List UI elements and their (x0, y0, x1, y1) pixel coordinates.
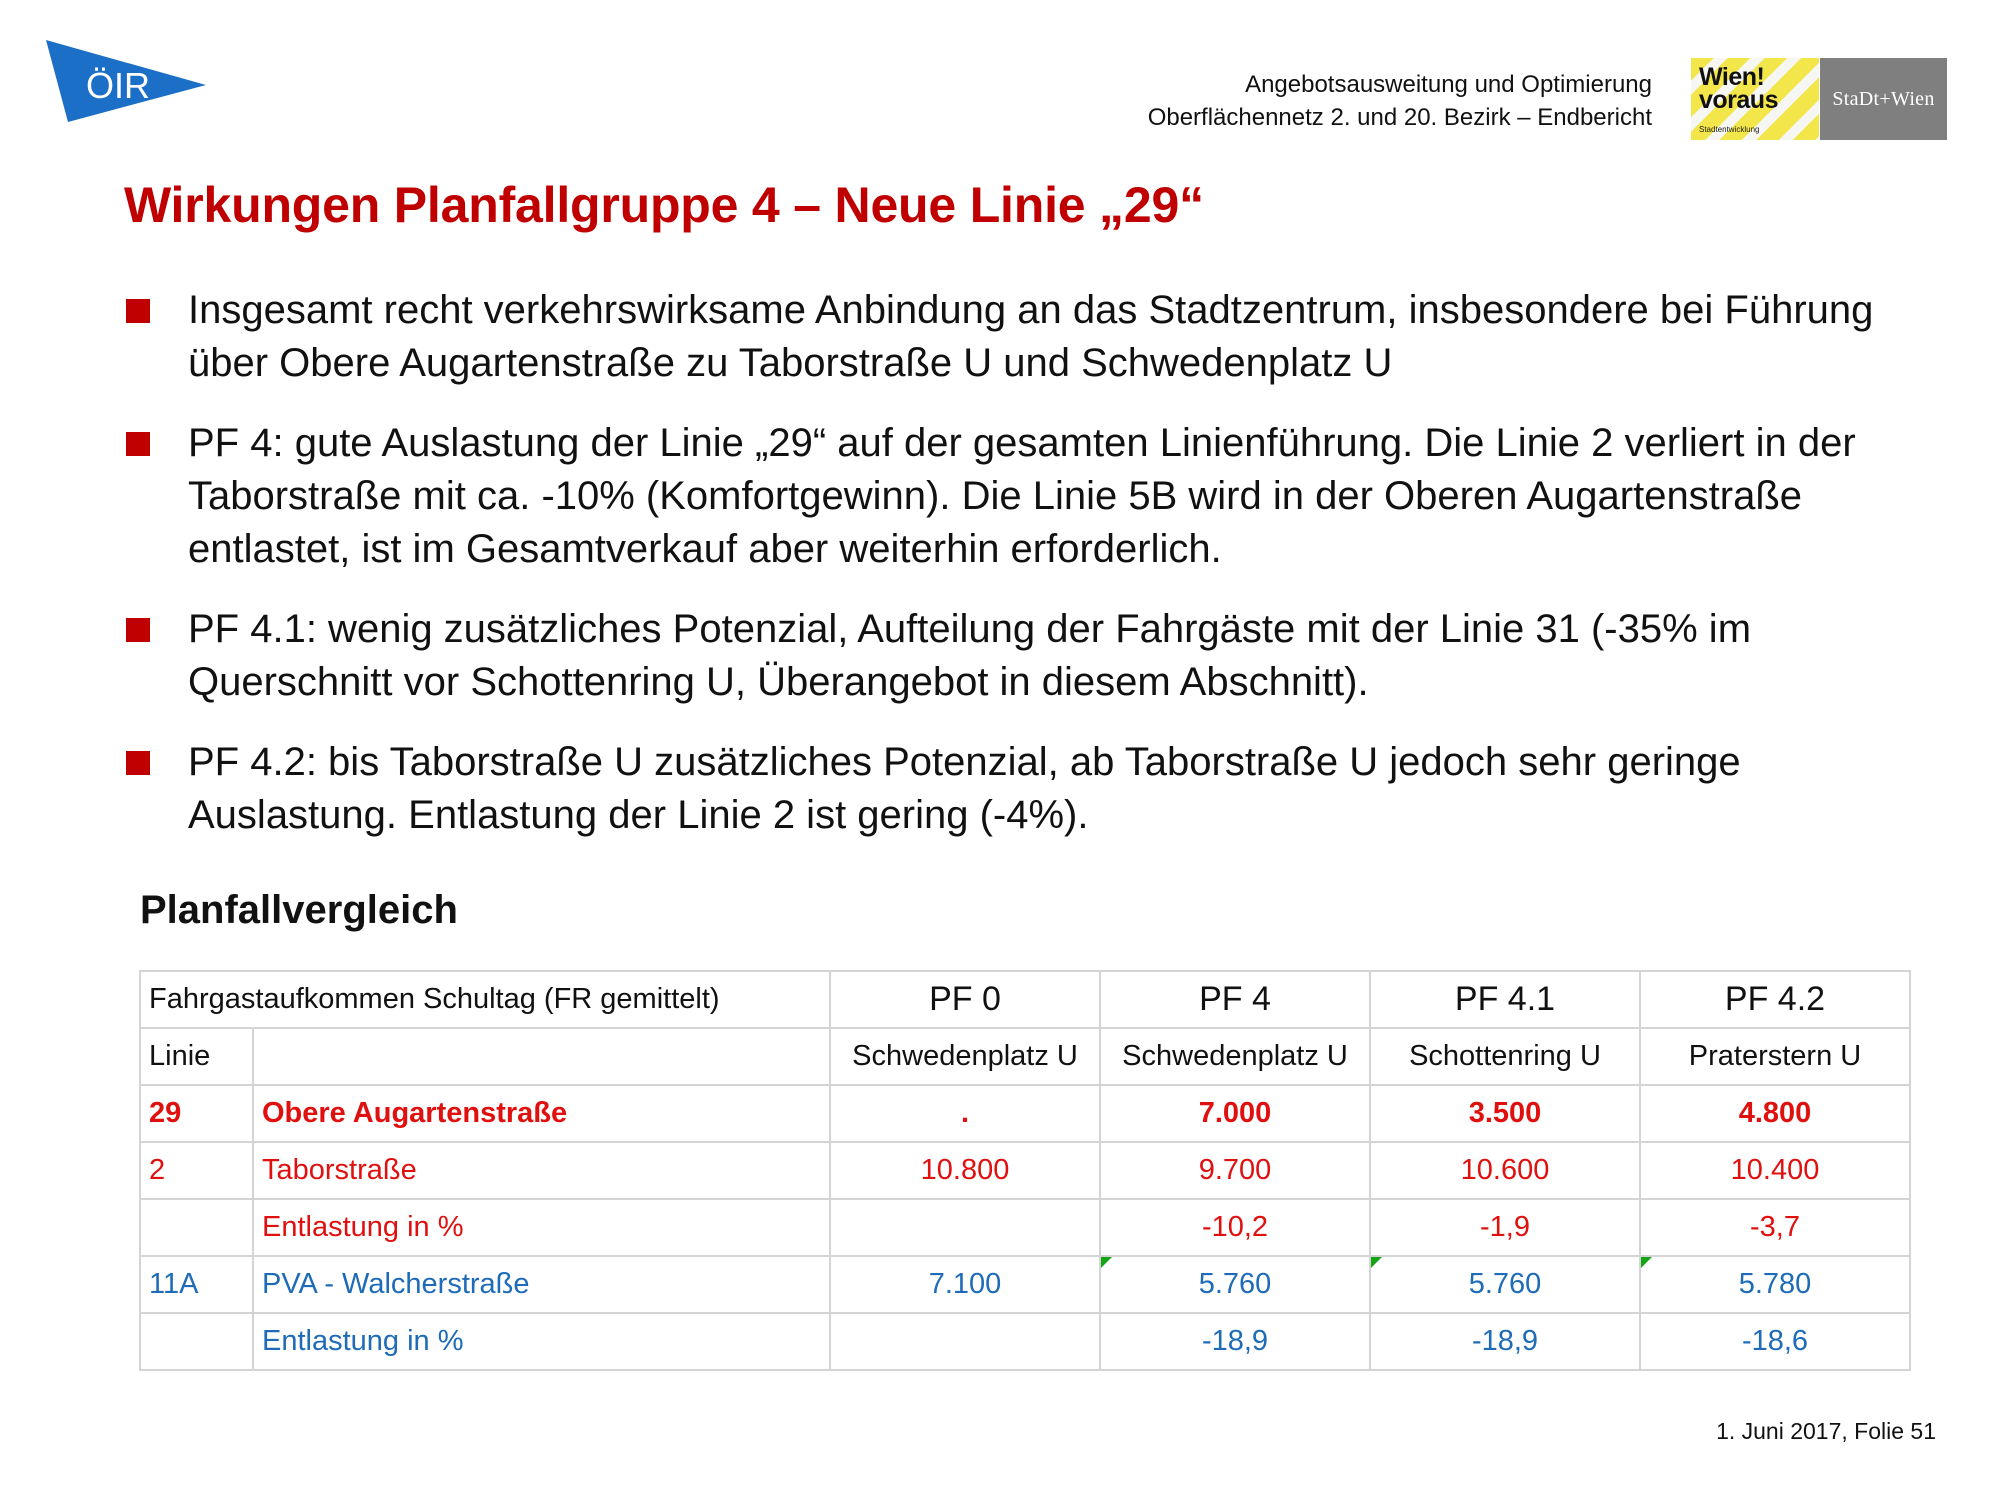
bullet-text: PF 4: gute Auslastung der Linie „29“ auf der gesamten Linienführung. Die Linie 2 verliert in der Taborstraße mit ca. -10% (Komfortgewinn). Die Linie 5B wird in der Oberen Augartenstraße entlastet, ist im Gesamtverkauf aber weiterhin erforderlich. (188, 421, 1856, 571)
value-cell: . (830, 1085, 1100, 1142)
table-row (140, 1142, 1910, 1199)
line-name: Entlastung in % (253, 1313, 830, 1370)
table-header-row (140, 971, 1910, 1028)
bullet-item (124, 417, 1904, 576)
value-cell: 9.700 (1100, 1142, 1370, 1199)
report-header (1148, 68, 1652, 134)
value-text: 5.780 (1738, 1268, 1812, 1300)
value-cell (830, 1313, 1100, 1370)
bullet-square-icon (126, 618, 150, 642)
bullet-item (124, 284, 1904, 390)
value-cell: -18,9 (1370, 1313, 1640, 1370)
value-text: 5.760 (1198, 1268, 1272, 1300)
value-cell: 10.800 (830, 1142, 1100, 1199)
table-row (140, 1313, 1910, 1370)
endpoint-cell: Schwedenplatz U (1100, 1028, 1370, 1085)
oir-logo-text: ÖIR (86, 65, 151, 106)
table-row (140, 1085, 1910, 1142)
bullet-text: PF 4.1: wenig zusätzliches Potenzial, Aufteilung der Fahrgäste mit der Linie 31 (-35% im Querschnitt vor Schottenring U, Überangebot in diesem Abschnitt). (188, 607, 1752, 704)
linie-header: Linie (140, 1028, 253, 1085)
line-name: Entlastung in % (253, 1199, 830, 1256)
bullet-text: Insgesamt recht verkehrswirksame Anbindung an das Stadtzentrum, insbesondere bei Führung über Obere Augartenstraße zu Taborstraße U und Schwedenplatz U (188, 288, 1874, 385)
line-number: 11A (140, 1256, 253, 1313)
value-cell: 7.000 (1100, 1085, 1370, 1142)
wien-voraus-logo (1691, 58, 1819, 140)
wien-voraus-subtitle: Stadtentwicklung (1699, 125, 1760, 134)
comparison-table (139, 970, 1911, 1371)
value-cell (1100, 1256, 1370, 1313)
stadt-wien-logo: StaDt+Wien (1820, 58, 1947, 140)
plan-header-pf4: PF 4 (1100, 971, 1370, 1028)
endpoint-cell: Schwedenplatz U (830, 1028, 1100, 1085)
empty-cell (253, 1028, 830, 1085)
report-title-line1: Angebotsausweitung und Optimierung (1245, 71, 1652, 98)
line-name: Taborstraße (253, 1142, 830, 1199)
line-name: Obere Augartenstraße (253, 1085, 830, 1142)
endpoint-cell: Schottenring U (1370, 1028, 1640, 1085)
value-cell: 10.600 (1370, 1142, 1640, 1199)
value-cell: -1,9 (1370, 1199, 1640, 1256)
bullet-list (124, 284, 1904, 869)
table-row (140, 1256, 1910, 1313)
table-heading: Planfallvergleich (140, 888, 458, 932)
report-title-line2: Oberflächennetz 2. und 20. Bezirk – Endbericht (1147, 104, 1652, 131)
bullet-square-icon (126, 299, 150, 323)
bullet-item (124, 736, 1904, 842)
value-cell: -18,6 (1640, 1313, 1910, 1370)
value-cell: 10.400 (1640, 1142, 1910, 1199)
plan-header-pf42: PF 4.2 (1640, 971, 1910, 1028)
line-number (140, 1313, 253, 1370)
line-name: PVA - Walcherstraße (253, 1256, 830, 1313)
plan-header-pf41: PF 4.1 (1370, 971, 1640, 1028)
value-cell: 4.800 (1640, 1085, 1910, 1142)
page-title: Wirkungen Planfallgruppe 4 – Neue Linie „29“ (124, 177, 1204, 233)
footer-date-page: 1. Juni 2017, Folie 51 (1716, 1418, 1936, 1444)
value-cell (1370, 1256, 1640, 1313)
table-row (140, 1199, 1910, 1256)
value-cell: 7.100 (830, 1256, 1100, 1313)
wien-voraus-title: Wien! voraus (1699, 63, 1778, 114)
endpoint-cell: Praterstern U (1640, 1028, 1910, 1085)
bullet-square-icon (126, 751, 150, 775)
value-cell: -3,7 (1640, 1199, 1910, 1256)
oir-logo (46, 40, 206, 122)
value-cell: -10,2 (1100, 1199, 1370, 1256)
comment-marker-icon (1101, 1257, 1112, 1268)
value-cell: 3.500 (1370, 1085, 1640, 1142)
table-header-label: Fahrgastaufkommen Schultag (FR gemittelt) (140, 971, 830, 1028)
line-number: 2 (140, 1142, 253, 1199)
bullet-item (124, 603, 1904, 709)
comment-marker-icon (1641, 1257, 1652, 1268)
value-cell: -18,9 (1100, 1313, 1370, 1370)
value-cell (830, 1199, 1100, 1256)
value-text: 5.760 (1468, 1268, 1542, 1300)
value-cell (1640, 1256, 1910, 1313)
table-subheader-row (140, 1028, 1910, 1085)
line-number: 29 (140, 1085, 253, 1142)
comment-marker-icon (1371, 1257, 1382, 1268)
bullet-square-icon (126, 432, 150, 456)
plan-header-pf0: PF 0 (830, 971, 1100, 1028)
line-number (140, 1199, 253, 1256)
bullet-text: PF 4.2: bis Taborstraße U zusätzliches Potenzial, ab Taborstraße U jedoch sehr geringe Auslastung. Entlastung der Linie 2 ist gering (-4%). (188, 740, 1741, 837)
